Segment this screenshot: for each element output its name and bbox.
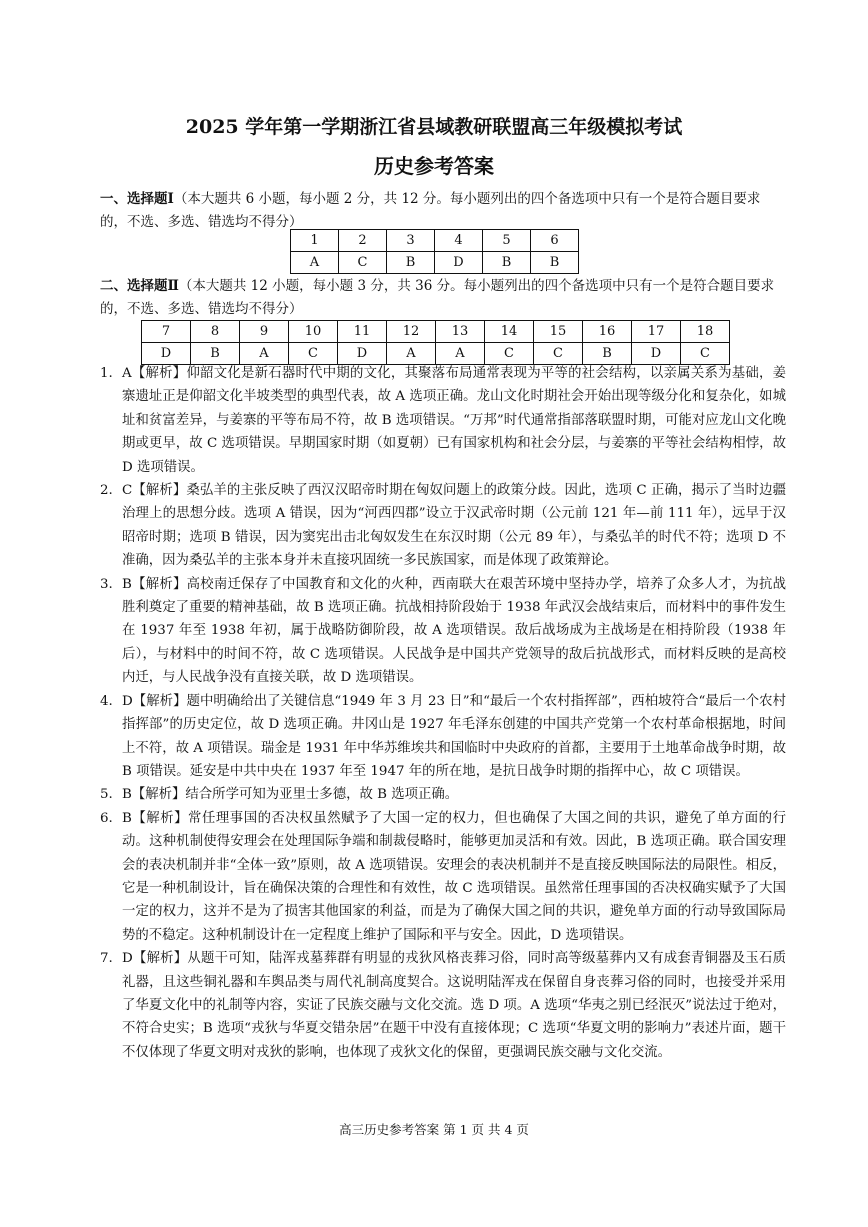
item-text: B【解析】高校南迁保存了中国教育和文化的火种，西南联大在艰苦环境中坚持办学，培养了众多人才，为抗战胜利奠定了重要的精神基础，故 B 选项正确。抗战相持阶段始于 1938 年武汉会战结束后，而材料中的事件发生在 1937 年至 1938 年初，属于战略防御阶段，故 A 选项错误。敌后战场成为主战场是在相持阶段（1938 年后），与材料中的时间不符，故 C 选项错误。人民战争是中国共产党领导的敌后抗战形式，而材料反映的是高校内迁，与人民战争没有直接关联，故 D 选项错误。	[122, 576, 786, 686]
answer-cell: A	[436, 343, 485, 365]
question-number: 5	[483, 230, 531, 252]
explanation-item	[100, 690, 786, 784]
question-number: 14	[485, 321, 534, 343]
item-number: 4.	[100, 693, 113, 709]
explanation-item	[100, 783, 786, 806]
answer-cell: C	[534, 343, 583, 365]
explanation-item	[100, 479, 786, 573]
answer-cell: B	[531, 252, 579, 274]
section-1-instructions	[100, 188, 780, 234]
question-number: 10	[289, 321, 338, 343]
answer-cell: D	[435, 252, 483, 274]
question-number: 12	[387, 321, 436, 343]
question-number: 15	[534, 321, 583, 343]
question-number: 4	[435, 230, 483, 252]
answer-table-1-numbers	[291, 230, 579, 252]
answer-cell: C	[485, 343, 534, 365]
item-text: A【解析】仰韶文化是新石器时代中期的文化，其聚落布局通常表现为平等的社会结构，以亲属关系为基础，姜寨遗址正是仰韶文化半坡类型的典型代表，故 A 选项正确。龙山文化时期社会开始出现等级分化和复杂化，如城址和贫富差异，与姜寨的平等布局不符，故 B 选项错误。“万邦”时代通常指部落联盟时期，可能对应龙山文化晚期或更早，故 C 选项错误。早期国家时期（如夏朝）已有国家机构和社会分层，与姜寨的平等社会结构相悖，故 D 选项错误。	[122, 366, 786, 475]
question-number: 13	[436, 321, 485, 343]
question-number: 6	[531, 230, 579, 252]
answer-cell: A	[387, 343, 436, 365]
item-number: 2.	[100, 483, 113, 499]
question-number: 3	[387, 230, 435, 252]
answer-cell: B	[583, 343, 632, 365]
answer-cell: D	[142, 343, 191, 365]
explanation-item	[100, 947, 786, 1064]
answer-cell: B	[483, 252, 531, 274]
item-number: 5.	[100, 787, 113, 803]
question-number: 9	[240, 321, 289, 343]
answer-cell: C	[681, 343, 730, 365]
item-text: B【解析】结合所学可知为亚里士多德，故 B 选项正确。	[122, 787, 459, 803]
answer-cell: A	[291, 252, 339, 274]
explanation-item	[100, 807, 786, 947]
section-1-heading: 一、选择题Ⅰ	[100, 191, 174, 207]
answer-table-2	[141, 320, 730, 365]
item-number: 3.	[100, 576, 113, 592]
answer-cell: C	[289, 343, 338, 365]
question-number: 7	[142, 321, 191, 343]
answer-cell: B	[191, 343, 240, 365]
answer-cell: B	[387, 252, 435, 274]
item-number: 7.	[100, 951, 113, 967]
item-number: 1.	[100, 366, 113, 381]
item-text: D【解析】题中明确给出了关键信息“1949 年 3 月 23 日”和“最后一个农村指挥部”，西柏坡符合“最后一个农村指挥部”的历史定位，故 D 选项正确。井冈山是 1927 年毛泽东创建的中国共产党第一个农村革命根据地，时间上不符，故 A 项错误。瑞金是 1931 年中华苏维埃共和国临时中央政府的首都，主要用于土地革命战争时期，故 B 项错误。延安是中共中央在 1937 年至 1947 年的所在地，是抗日战争时期的指挥中心，故 C 项错误。	[122, 693, 786, 779]
item-text: C【解析】桑弘羊的主张反映了西汉汉昭帝时期在匈奴问题上的政策分歧。因此，选项 C 正确，揭示了当时边疆治理上的思想分歧。选项 A 错误，因为“河西四郡”设立于汉武帝时期（公元前 121 年—前 111 年），远早于汉昭帝时期；选项 B 错误，因为窦宪出击北匈奴发生在东汉时期（公元 89 年），与桑弘羊的时代不符；选项 D 不准确，因为桑弘羊的主张本身并未直接巩固统一多民族国家，而是体现了政策辩论。	[122, 483, 786, 569]
exam-title: 2025 学年第一学期浙江省县域教研联盟高三年级模拟考试	[185, 116, 683, 138]
question-number: 17	[632, 321, 681, 343]
explanations-list	[100, 362, 786, 1064]
page-footer: 高三历史参考答案 第 1 页 共 4 页	[339, 1122, 529, 1137]
item-text: B【解析】常任理事国的否决权虽然赋予了大国一定的权力，但也确保了大国之间的共识，避免了单方面的行动。这种机制使得安理会在处理国际争端和制裁侵略时，能够更加灵活和有效。因此，B 选项正确。联合国安理会的表决机制并非“全体一致”原则，故 A 选项错误。安理会的表决机制并不是直接反映国际法的局限性。相反，它是一种机制设计，旨在确保决策的合理性和有效性，故 C 选项错误。虽然常任理事国的否决权确实赋予了大国一定的权力，这并不是为了损害其他国家的利益，而是为了确保大国之间的共识，避免单方面的行动导致国际局势的不稳定。这种机制设计在一定程度上维护了国际和平与安全。因此，D 选项错误。	[122, 810, 786, 943]
section-2-heading: 二、选择题Ⅱ	[100, 278, 179, 294]
item-number: 6.	[100, 810, 113, 826]
question-number: 1	[291, 230, 339, 252]
question-number: 18	[681, 321, 730, 343]
answer-cell: C	[339, 252, 387, 274]
question-number: 16	[583, 321, 632, 343]
answer-cell: D	[338, 343, 387, 365]
question-number: 8	[191, 321, 240, 343]
item-text: D【解析】从题干可知，陆浑戎墓葬群有明显的戎狄风格丧葬习俗，同时高等级墓葬内又有成套青铜器及玉石质礼器，且这些铜礼器和车舆品类与周代礼制高度契合。这说明陆浑戎在保留自身丧葬习俗的同时，也接受并采用了华夏文化中的礼制等内容，实证了民族交融与文化交流。选 D 项。A 选项“华夷之别已经泯灭”说法过于绝对，不符合史实；B 选项“戎狄与华夏交错杂居”在题干中没有直接体现；C 选项“华夏文明的影响力”表述片面，题干不仅体现了华夏文明对戎狄的影响，也体现了戎狄文化的保留，更强调民族交融与文化交流。	[122, 951, 786, 1060]
exam-subtitle: 历史参考答案	[374, 154, 494, 178]
question-number: 11	[338, 321, 387, 343]
section-1-desc: （本大题共 6 小题，每小题 2 分，共 12 分。每小题列出的四个备选项中只有一个是符合题目要求的，不选、多选、错选均不得分）	[100, 191, 761, 230]
section-2-instructions	[100, 275, 780, 321]
explanation-item	[100, 573, 786, 690]
answer-cell: D	[632, 343, 681, 365]
answer-table-1-answers	[291, 252, 579, 274]
answer-table-2-numbers	[142, 321, 730, 343]
answer-table-1	[290, 229, 579, 274]
explanation-item	[100, 362, 786, 479]
answer-cell: A	[240, 343, 289, 365]
section-2-desc: （本大题共 12 小题，每小题 3 分，共 36 分。每小题列出的四个备选项中只有一个是符合题目要求的，不选、多选、错选均不得分）	[100, 278, 775, 317]
question-number: 2	[339, 230, 387, 252]
